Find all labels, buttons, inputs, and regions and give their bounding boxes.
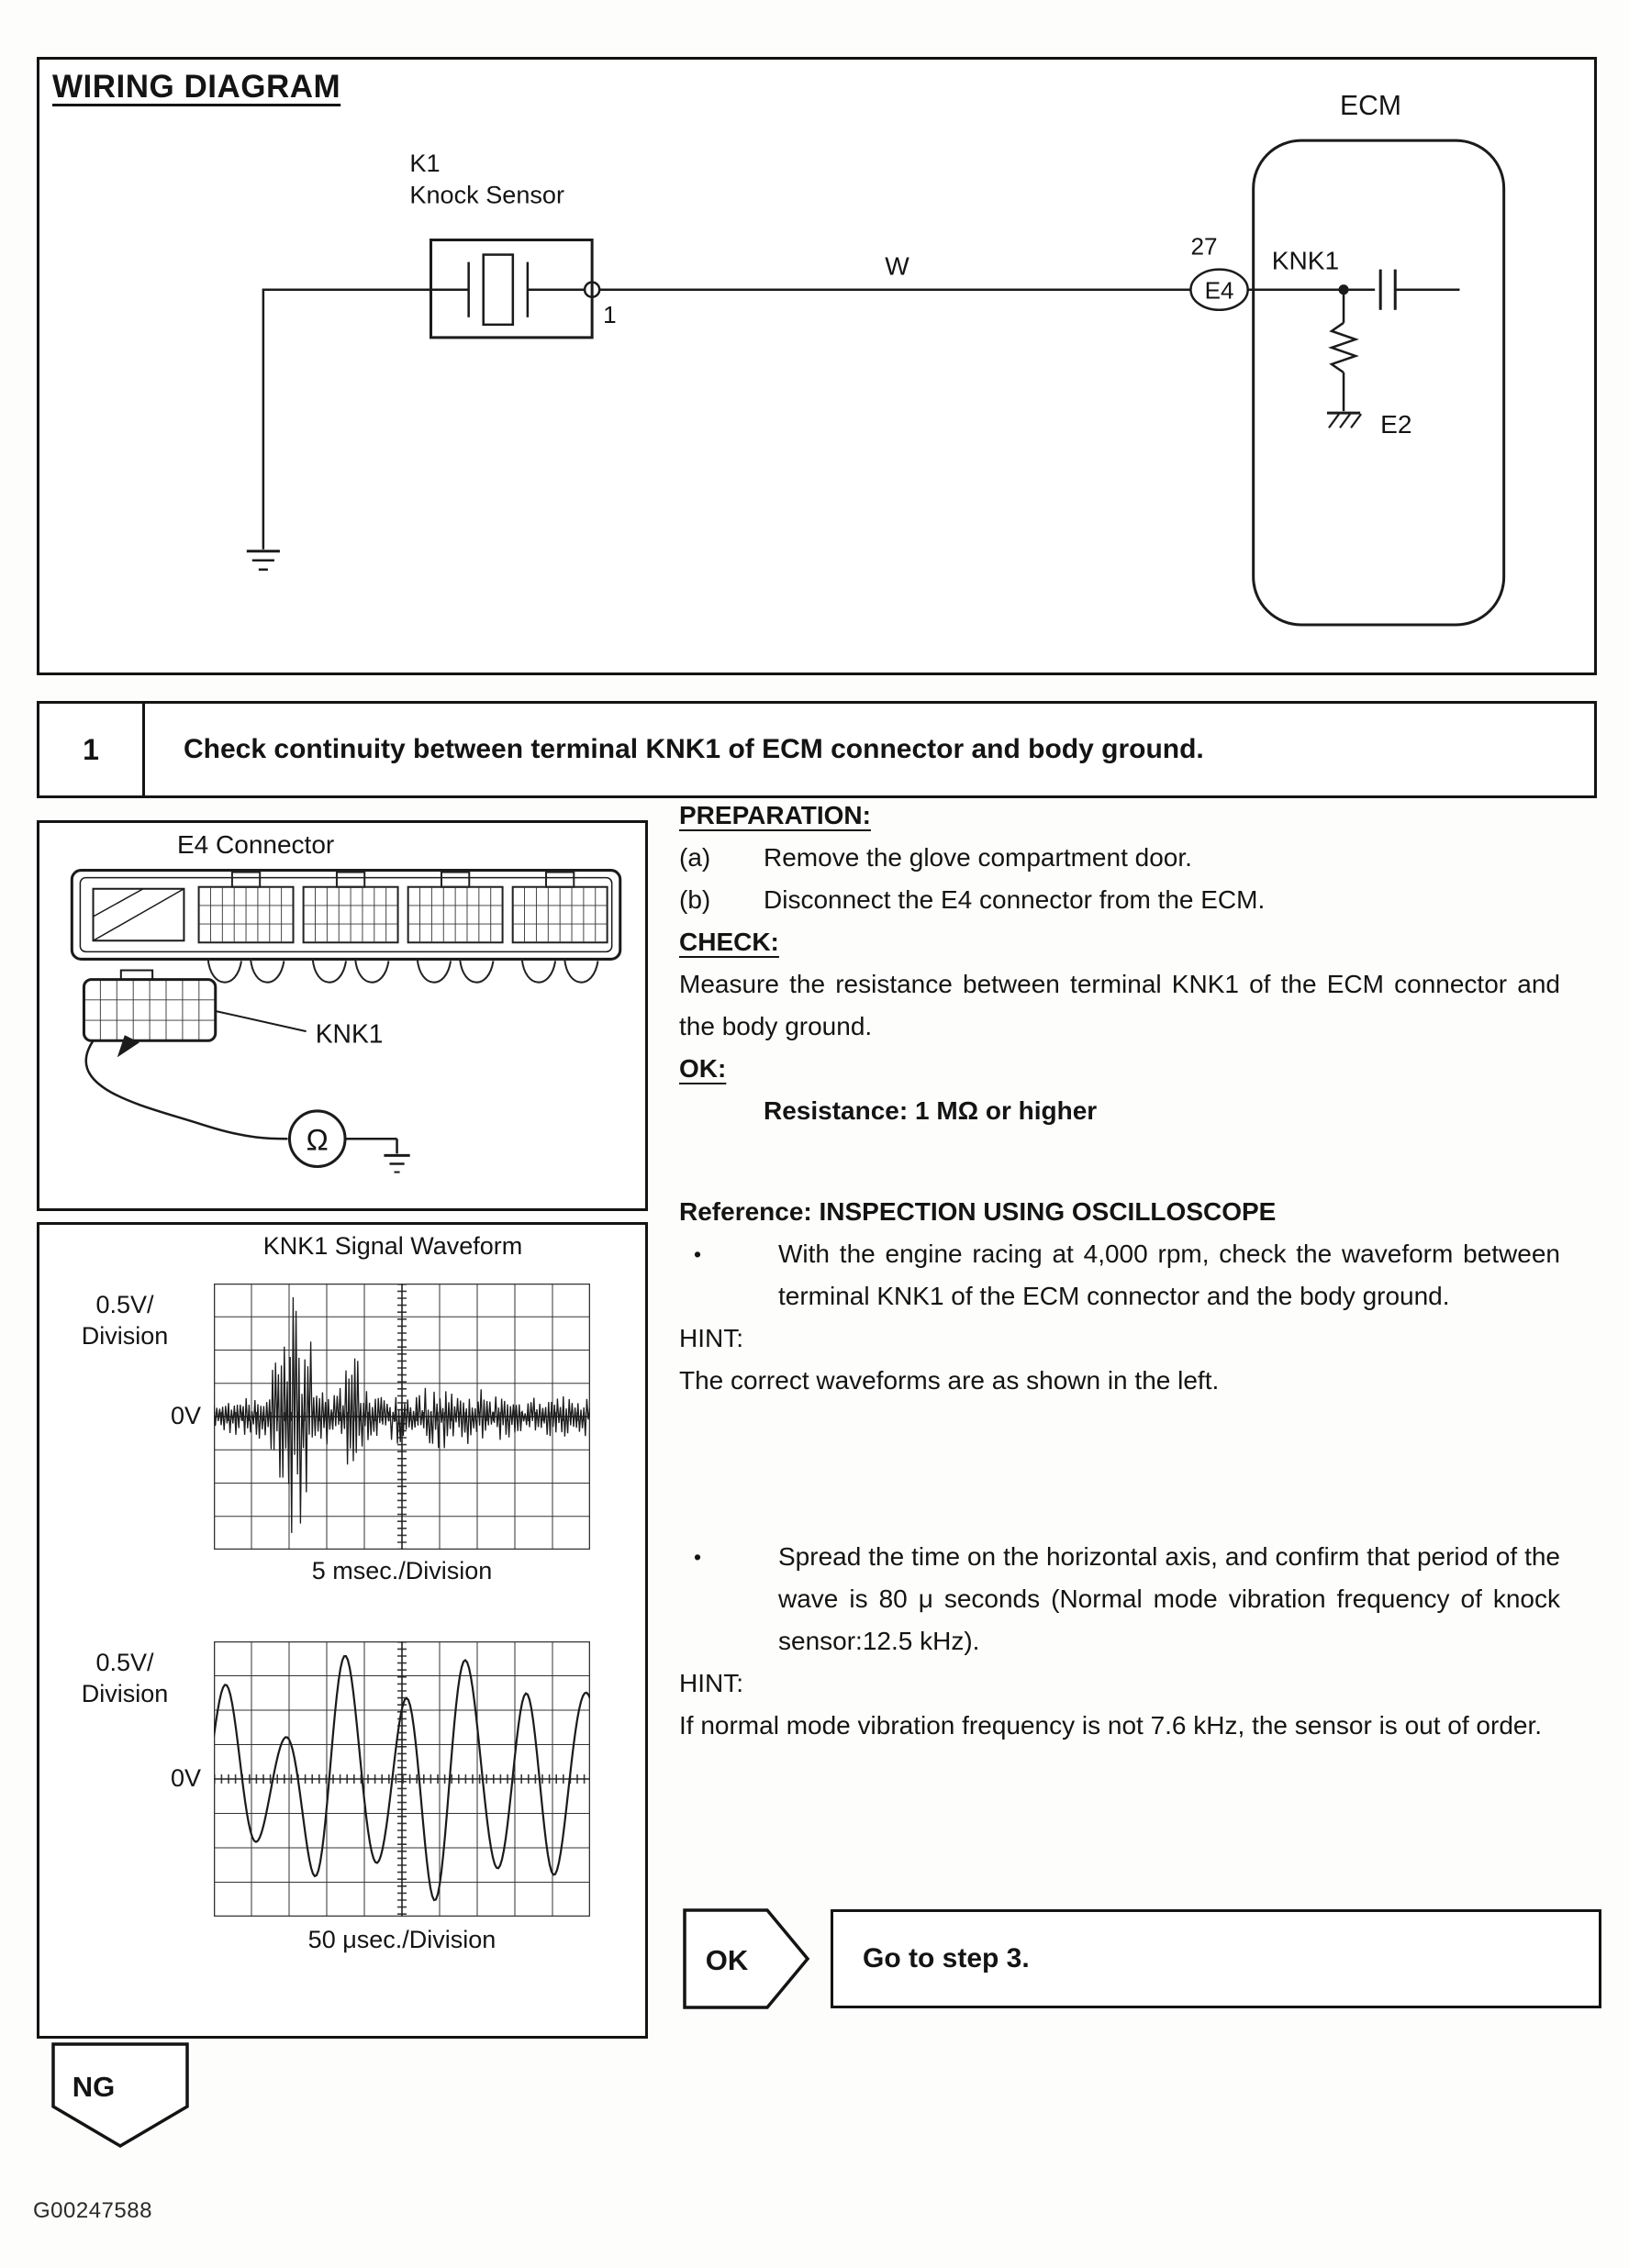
- e2-ground-label: E2: [1380, 410, 1412, 439]
- knk1-terminal-label: KNK1: [315, 1018, 384, 1049]
- scope2-timebase-label: 50 μsec./Division: [307, 1926, 497, 1953]
- ok-spec-text: Resistance: 1 MΩ or higher: [764, 1096, 1098, 1125]
- wiring-diagram-section: [37, 57, 1597, 675]
- capacitor-symbol: [1348, 270, 1459, 310]
- scope1-volts-per-division: [56, 1289, 194, 1351]
- hint1-label: HINT:: [679, 1324, 743, 1352]
- scope2-vdiv-line1: 0.5V/: [95, 1649, 154, 1676]
- step-b-label: (b): [679, 885, 711, 914]
- waveform-figure-title: KNK1 Signal Waveform: [262, 1232, 523, 1260]
- e4-oval-label: E4: [1204, 276, 1234, 305]
- bullet-icon: •: [694, 1242, 702, 1266]
- ecm-label: ECM: [1340, 91, 1401, 122]
- scope2-zero-label: 0V: [170, 1764, 201, 1792]
- bullet1-text: With the engine racing at 4,000 rpm, check the waveform between terminal KNK1 of the ECM connector and the body ground.: [778, 1240, 1560, 1310]
- knk1-leader-line: [216, 1011, 307, 1031]
- procedure-text: [679, 795, 1560, 1747]
- probe-arrow-icon: [117, 1035, 139, 1057]
- scope1-grid: [214, 1284, 590, 1550]
- waveform-figure: [37, 1222, 648, 2039]
- knk1-signal-label: KNK1: [1271, 246, 1340, 275]
- ok-action-text: Go to step 3.: [863, 1943, 1030, 1973]
- terminal-number-label: 1: [603, 300, 617, 328]
- ecm-connector-housing: [72, 871, 619, 960]
- step-header: [37, 701, 1597, 798]
- connector-drawing: [39, 823, 645, 1208]
- step-number: 1: [39, 704, 145, 795]
- ok-heading: OK:: [679, 1054, 727, 1083]
- step-title: Check continuity between terminal KNK1 of ECM connector and body ground.: [184, 734, 1204, 764]
- connector-figure-title: E4 Connector: [177, 830, 335, 859]
- scope1-zero-label: 0V: [170, 1402, 201, 1429]
- knock-sensor-symbol: [431, 240, 600, 338]
- tester-lead-wire: [86, 1040, 288, 1139]
- body-ground-icon: [247, 551, 280, 570]
- pin-number-label: 27: [1190, 232, 1218, 261]
- ok-result-row: [683, 1908, 1601, 2009]
- scope2-volts-per-division: [56, 1647, 194, 1709]
- wiring-diagram-figure: [39, 60, 1594, 673]
- junction-dot: [1339, 284, 1349, 295]
- ok-action-box: [831, 1909, 1601, 2008]
- oscilloscope-reference-heading: Reference: INSPECTION USING OSCILLOSCOPE: [679, 1197, 1277, 1226]
- step-b-text: Disconnect the E4 connector from the ECM.: [764, 885, 1266, 914]
- ohmmeter-icon: [289, 1111, 345, 1167]
- scope2-grid: [214, 1641, 590, 1917]
- meter-ground-icon: [345, 1139, 410, 1172]
- scope1-timebase-label: 5 msec./Division: [311, 1557, 493, 1584]
- preparation-step-b: [679, 879, 1560, 921]
- ok-arrow-shape: [683, 1908, 811, 2009]
- check-heading: CHECK:: [679, 928, 779, 956]
- step-a-text: Remove the glove compartment door.: [764, 843, 1192, 872]
- connector-pin-blocks: [84, 873, 607, 1041]
- step-a-label: (a): [679, 843, 711, 872]
- preparation-heading: PREPARATION:: [679, 801, 871, 829]
- resistor-symbol: [1332, 295, 1356, 411]
- preparation-step-a: [679, 837, 1560, 879]
- oscilloscope-bullet-2: [679, 1536, 1560, 1662]
- bullet-icon: •: [694, 1545, 702, 1569]
- sensor-ground-wire: [263, 290, 431, 550]
- scope2-vdiv-line2: Division: [81, 1680, 169, 1707]
- scope1-vdiv-line2: Division: [81, 1322, 169, 1350]
- hint2-label: HINT:: [679, 1669, 743, 1697]
- ng-label: NG: [72, 2071, 116, 2103]
- ohm-symbol: Ω: [306, 1123, 329, 1157]
- wiring-diagram-title: WIRING DIAGRAM: [52, 69, 341, 105]
- component-id-label: K1: [409, 149, 441, 178]
- bullet2-text: Spread the time on the horizontal axis, and confirm that period of the wave is 80 μ seconds (Normal mode vibration frequency of knock sensor:12.5 kHz).: [778, 1542, 1560, 1655]
- hint2-text: If normal mode vibration frequency is not 7.6 kHz, the sensor is out of order.: [679, 1711, 1543, 1740]
- ng-flag: [51, 2042, 189, 2149]
- ecm-outline: [1254, 140, 1504, 625]
- check-text: Measure the resistance between terminal KNK1 of the ECM connector and the body ground.: [679, 970, 1560, 1040]
- scope1-vdiv-line1: 0.5V/: [95, 1291, 154, 1318]
- figure-code: G00247588: [33, 2198, 152, 2223]
- e4-connector-figure: [37, 820, 648, 1211]
- wire-color-label: W: [885, 251, 909, 281]
- component-name-label: Knock Sensor: [409, 180, 565, 209]
- hint1-text: The correct waveforms are as shown in the left.: [679, 1366, 1220, 1395]
- ok-label: OK: [705, 1944, 749, 1976]
- oscilloscope-bullet-1: [679, 1233, 1560, 1317]
- e2-ground-icon: [1327, 413, 1361, 428]
